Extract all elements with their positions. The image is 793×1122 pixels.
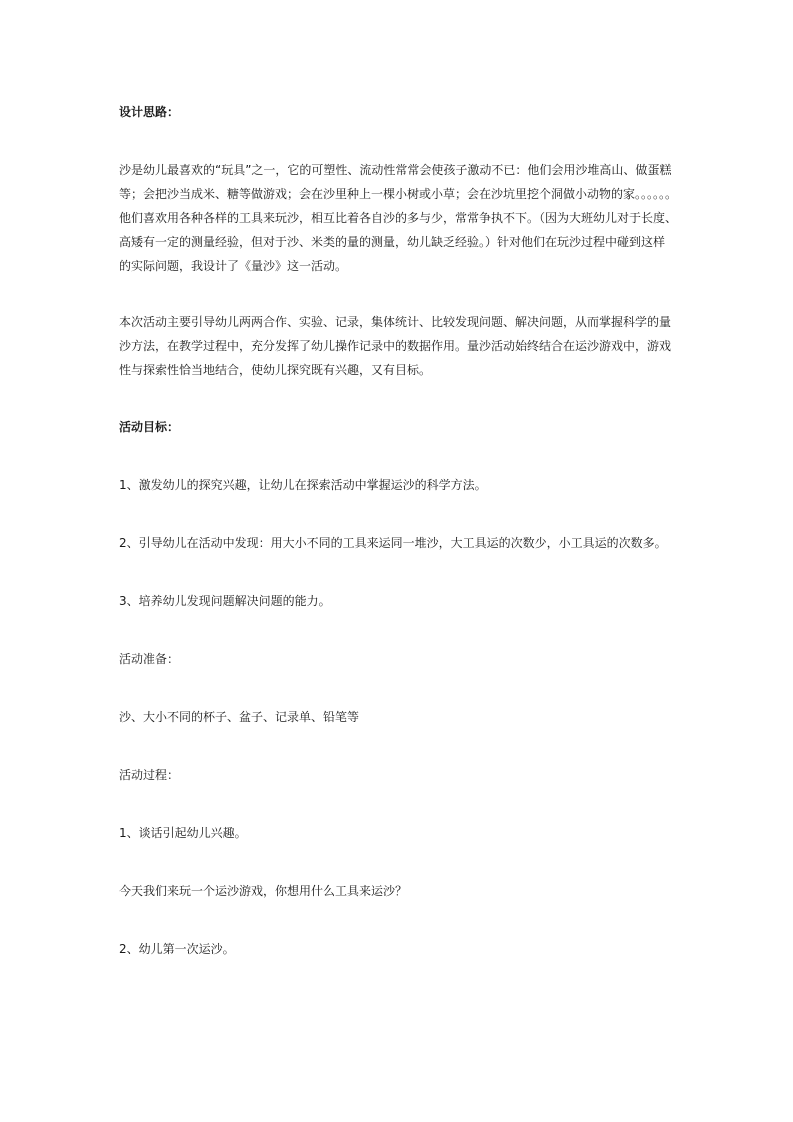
process-step: 1、谈话引起幼儿兴趣。 (119, 826, 247, 840)
intro-line: 的实际问题，我设计了《量沙》这一活动。 (119, 259, 348, 273)
goal-item: 1、激发幼儿的探究兴趣，让幼儿在探索活动中掌握运沙的科学方法。 (119, 478, 487, 492)
goals-heading: 活动目标： (119, 420, 180, 434)
activity-line: 沙方法，在教学过程中，充分发挥了幼儿操作记录中的数据作用。量沙活动始终结合在运沙游戏中，游戏 (119, 339, 672, 353)
design-heading: 设计思路： (119, 105, 180, 119)
activity-line: 性与探索性恰当地结合，使幼儿探究既有兴趣，又有目标。 (119, 363, 432, 377)
intro-line: 他们喜欢用各种各样的工具来玩沙，相互比着各自沙的多与少，常常争执不下。（因为大班幼儿对于长度、 (119, 211, 678, 225)
process-heading: 活动过程： (119, 768, 180, 782)
intro-line: 等；会把沙当成米、糖等做游戏；会在沙里种上一棵小树或小草；会在沙坑里挖个洞做小动物的家。。。。。。 (119, 187, 678, 201)
process-step: 2、幼儿第一次运沙。 (119, 942, 235, 956)
prep-text: 沙、大小不同的杯子、盆子、记录单、铅笔等 (119, 710, 360, 724)
intro-line: 高矮有一定的测量经验，但对于沙、米类的量的测量，幼儿缺乏经验。）针对他们在玩沙过程中碰到这样 (119, 235, 666, 249)
goal-item: 3、培养幼儿发现问题解决问题的能力。 (119, 594, 331, 608)
process-step-text: 今天我们来玩一个运沙游戏，你想用什么工具来运沙？ (119, 884, 408, 898)
activity-line: 本次活动主要引导幼儿两两合作、实验、记录，集体统计、比较发现问题、解决问题，从而掌握科学的量 (119, 315, 672, 329)
prep-heading: 活动准备： (119, 652, 180, 666)
goal-item: 2、引导幼儿在活动中发现：用大小不同的工具来运同一堆沙，大工具运的次数少，小工具运的次数多。 (119, 536, 667, 550)
intro-line: 沙是幼儿最喜欢的“玩具”之一，它的可塑性、流动性常常会使孩子激动不已：他们会用沙堆高山、做蛋糕 (119, 163, 672, 177)
